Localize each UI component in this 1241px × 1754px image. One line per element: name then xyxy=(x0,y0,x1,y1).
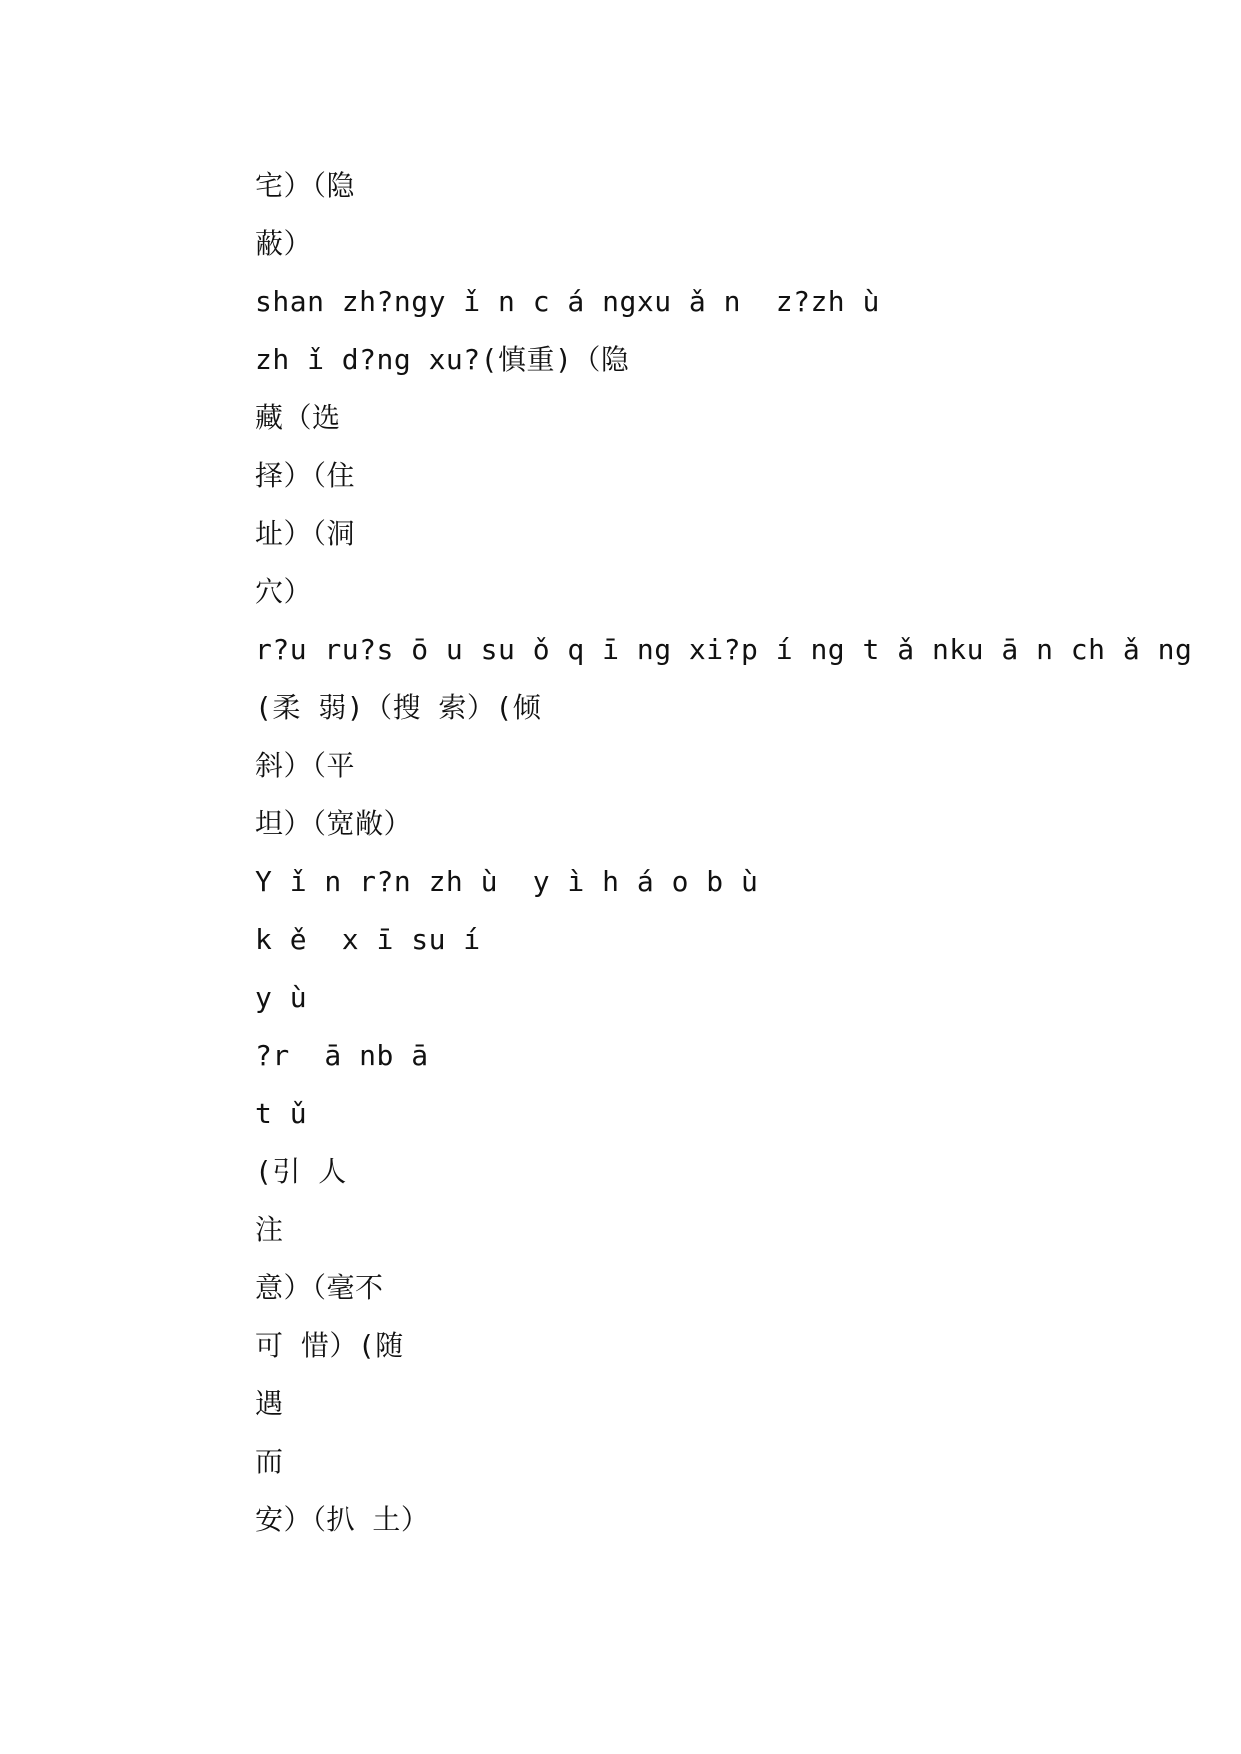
text-line: 择）（住 xyxy=(255,459,356,492)
text-line: zh ǐ d?ng xu?(慎重)（隐 xyxy=(255,343,630,376)
text-line: r?u ru?s ō u su ǒ q ī ng xi?p í ng t ǎ nku ā n ch ǎ ng xyxy=(255,633,1193,666)
text-line: 注 xyxy=(255,1213,284,1246)
text-line: 遇 xyxy=(255,1387,284,1420)
text-line: 穴） xyxy=(255,575,313,608)
text-line: (引 人 xyxy=(255,1155,347,1188)
text-line: 坦）（宽敞） xyxy=(255,807,413,840)
text-line: 藏（选 xyxy=(255,401,341,434)
text-line: (柔 弱)（搜 索）(倾 xyxy=(255,691,542,724)
text-body xyxy=(255,157,1193,1549)
text-line: 意）（毫不 xyxy=(255,1271,384,1304)
text-line: 而 xyxy=(255,1445,284,1478)
text-line: 斜）（平 xyxy=(255,749,356,782)
text-line: 宅）（隐 xyxy=(255,169,356,202)
text-line: ?r ā nb ā xyxy=(255,1039,429,1072)
text-line: 安）（扒 土） xyxy=(255,1503,430,1536)
text-line: 可 惜）(随 xyxy=(255,1329,404,1362)
text-line: k ě x ī su í xyxy=(255,923,481,956)
text-line: 址）（洞 xyxy=(255,517,356,550)
text-line: 蔽） xyxy=(255,227,313,260)
text-line: t ǔ xyxy=(255,1097,308,1130)
text-line: shan zh?ngy ǐ n c á ngxu ǎ n z?zh ù xyxy=(255,285,880,318)
text-line: Y ǐ n r?n zh ù y ì h á o b ù xyxy=(255,865,759,898)
text-line: y ù xyxy=(255,981,308,1014)
